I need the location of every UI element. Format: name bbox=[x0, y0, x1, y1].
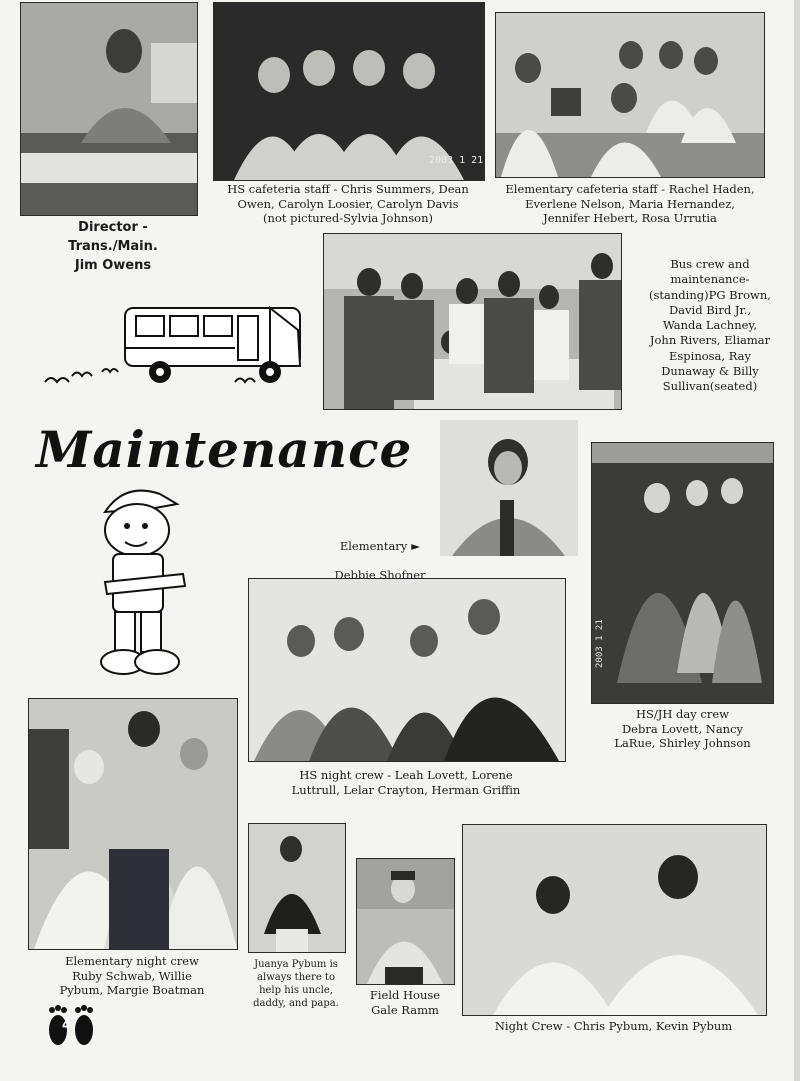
hs-cafeteria-date-stamp: 2003 1 21 bbox=[429, 155, 484, 166]
photo-hsjh-day-crew bbox=[591, 442, 774, 704]
photo-elem-night-crew bbox=[28, 698, 238, 950]
photo-juanya-pybum bbox=[248, 823, 346, 953]
caption-juanya: Juanya Pybum is always there to help his uncle, daddy, and papa. bbox=[253, 959, 339, 1009]
pointer-right-icon: ► bbox=[411, 538, 421, 553]
director-caption: Director - Trans./Main. Jim Owens bbox=[68, 220, 158, 273]
photo-hs-night-crew bbox=[248, 578, 566, 762]
page-edge bbox=[794, 0, 800, 1081]
photo-elem-cafeteria bbox=[495, 12, 765, 178]
caption-hsjh-day-crew: HS/JH day crew Debra Lovett, Nancy LaRue, Shirley Johnson bbox=[614, 707, 751, 750]
caption-elem-debbie bbox=[325, 524, 435, 582]
caption-hs-night-crew: HS night crew - Leah Lovett, Lorene Luttrull, Lelar Crayton, Herman Griffin bbox=[291, 768, 521, 797]
night-crew-photo-art bbox=[463, 825, 766, 1015]
caption-elem-debbie-name: Debbie Shofner bbox=[334, 567, 426, 582]
photo-hs-cafeteria bbox=[213, 2, 485, 181]
hs-cafeteria-photo-art bbox=[214, 3, 484, 180]
debbie-photo-art bbox=[440, 420, 578, 556]
caption-night-crew: Night Crew - Chris Pybum, Kevin Pybum bbox=[494, 1019, 733, 1033]
photo-director bbox=[20, 2, 198, 216]
juanya-photo-art bbox=[249, 824, 345, 952]
elem-night-photo-art bbox=[29, 699, 237, 949]
caption-elem-night-crew: Elementary night crew Ruby Schwab, Willie Pybum, Margie Boatman bbox=[59, 954, 205, 997]
elem-cafeteria-photo-art bbox=[496, 13, 764, 177]
hsjh-date-stamp: 2003 1 21 bbox=[595, 619, 605, 668]
photo-gale-ramm bbox=[356, 858, 455, 985]
photo-bus-crew bbox=[323, 233, 622, 410]
hs-night-photo-art bbox=[249, 579, 565, 761]
page-heading: Maintenance bbox=[36, 420, 413, 479]
gale-photo-art bbox=[357, 859, 454, 984]
school-bus-icon bbox=[40, 300, 305, 392]
photo-night-crew bbox=[462, 824, 767, 1016]
bus-crew-photo-art bbox=[324, 234, 621, 409]
caption-field-house: Field House Gale Ramm bbox=[369, 988, 441, 1017]
caption-hs-cafeteria: HS cafeteria staff - Chris Summers, Dean Owen, Carolyn Loosier, Carolyn Davis (not pictured-Sylvia Johnson) bbox=[227, 182, 469, 225]
hsjh-photo-art bbox=[592, 443, 773, 703]
photo-debbie-shofner bbox=[440, 420, 578, 556]
director-photo-art bbox=[21, 3, 197, 215]
caption-bus-crew: Bus crew and maintenance- (standing)PG Brown, David Bird Jr., Wanda Lachney, John Rivers, Eliamar Espinosa, Ray Dunaway & Billy Sullivan(seated) bbox=[649, 257, 771, 394]
caption-elem-debbie-label: Elementary bbox=[339, 538, 408, 553]
worker-cartoon-icon bbox=[85, 482, 195, 682]
page-number: 4 bbox=[62, 1018, 72, 1033]
caption-elem-cafeteria: Elementary cafeteria staff - Rachel Haden, Everlene Nelson, Maria Hernandez, Jennifer Hebert, Rosa Urrutia bbox=[505, 182, 755, 225]
